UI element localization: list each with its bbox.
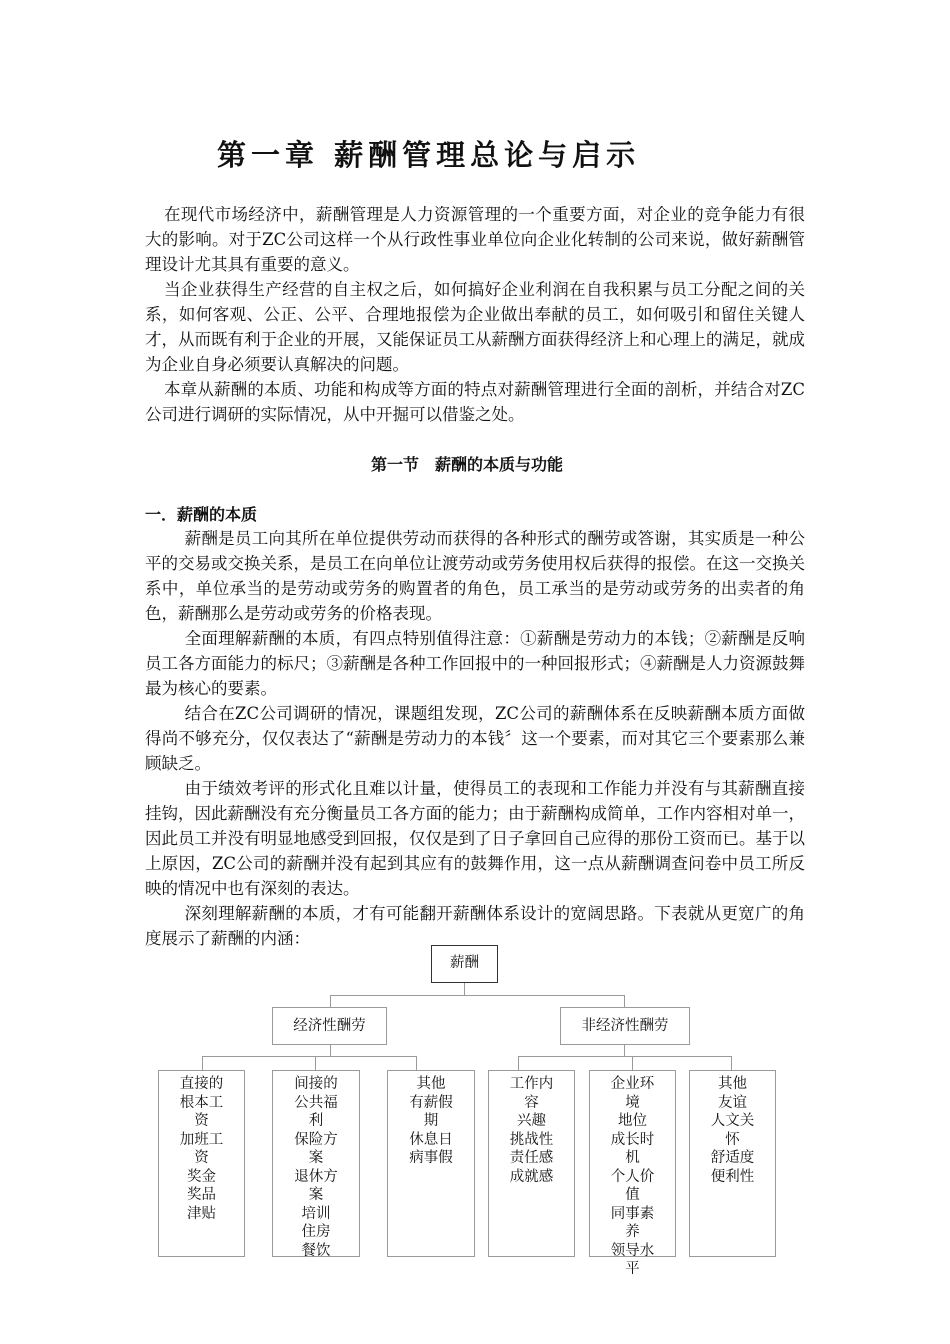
diagram-leaf-item: 住房 bbox=[301, 1224, 331, 1240]
diagram-leaf-item: 挑战性 bbox=[509, 1131, 554, 1148]
connector-line bbox=[330, 995, 331, 1007]
connector-line bbox=[202, 1056, 203, 1070]
connector-line bbox=[731, 1056, 732, 1070]
diagram-root-label: 薪酬 bbox=[450, 955, 479, 971]
diagram-leaf-item: 奖品 bbox=[187, 1187, 216, 1203]
body-paragraph-5: 深刻理解薪酬的本质，才有可能翻开薪酬体系设计的宽阔思路。下表就从更宽广的角度展示了薪酬的内涵： bbox=[145, 904, 805, 948]
diagram-leaf-item: 地位 bbox=[618, 1113, 647, 1129]
connector-line bbox=[202, 1056, 417, 1057]
connector-line bbox=[624, 1044, 625, 1056]
diagram-leaf-direct bbox=[158, 1070, 245, 1257]
connector-line bbox=[464, 982, 465, 995]
diagram-leaf-item: 个人价值 bbox=[610, 1168, 655, 1203]
connector-line bbox=[518, 1056, 732, 1057]
diagram-leaf-item: 便利性 bbox=[710, 1168, 755, 1185]
connector-line bbox=[632, 1056, 633, 1070]
diagram-leaf-work-content bbox=[488, 1070, 575, 1257]
diagram-leaf-item: 病事假 bbox=[409, 1150, 453, 1166]
diagram-leaf-item: 成长时机 bbox=[610, 1131, 655, 1166]
connector-line bbox=[518, 1056, 519, 1070]
diagram-leaf-item: 津贴 bbox=[187, 1205, 216, 1222]
body-paragraph-2: 全面理解薪酬的本质，有四点特别值得注意：①薪酬是劳动力的本钱；②薪酬是反响员工各方面能力的标尺；③薪酬是各种工作回报中的一种回报形式；④薪酬是人力资源鼓舞最为核心的要素。 bbox=[145, 629, 805, 698]
diagram-leaf-item: 其他 bbox=[416, 1076, 446, 1092]
connector-line bbox=[315, 1056, 316, 1070]
section-heading bbox=[0, 452, 950, 475]
diagram-leaf-item: 培训 bbox=[301, 1205, 331, 1222]
subsection-heading: 一．薪酬的本质 bbox=[145, 505, 258, 524]
intro-paragraph-2: 当企业获得生产经营的自主权之后，如何搞好企业利润在自我积累与员工分配之间的关系，如何客观、公正、公平、合理地报偿为企业做出奉献的员工，如何吸引和留住关键人才，从而既有利于企业的开展，又能保证员工从薪酬方面获得经济上和心理上的满足，就成为企业自身必须要认真解决的问题。 bbox=[145, 280, 805, 374]
section-title: 薪酬的本质与功能 bbox=[435, 455, 564, 474]
section-number: 第一节 bbox=[370, 455, 419, 474]
diagram-leaf-other-economic bbox=[387, 1070, 475, 1257]
diagram-leaf-item: 餐饮 bbox=[301, 1242, 331, 1259]
intro-paragraph-3: 本章从薪酬的本质、功能和构成等方面的特点对薪酬管理进行全面的剖析，并结合对ZC公司进行调研的实际情况，从中开掘可以借鉴之处。 bbox=[145, 380, 805, 424]
page-title: 第一章 薪酬管理总论与启示 bbox=[217, 138, 641, 172]
body-paragraph-4: 由于绩效考评的形式化且难以计量，使得员工的表现和工作能力并没有与其薪酬直接挂钩，因此薪酬没有充分衡量员工各方面的能力；由于薪酬构成简单，工作内容相对单一，因此员工并没有明显地感受到回报，仅仅是到了日子拿回自己应得的那份工资而已。基于以上原因，ZC公司的薪酬并没有起到其应有的鼓舞作用，这一点从薪酬调查问卷中员工所反映的情况中也有深刻的表达。 bbox=[145, 779, 805, 898]
diagram-leaf-other-noneconomic bbox=[689, 1070, 776, 1257]
diagram-leaf-item: 兴趣 bbox=[517, 1113, 546, 1129]
diagram-branch-label: 非经济性酬劳 bbox=[581, 1018, 669, 1034]
diagram-leaf-item: 休息日 bbox=[409, 1131, 453, 1148]
diagram-leaf-item: 奖金 bbox=[187, 1168, 216, 1185]
diagram-leaf-item: 企业环境 bbox=[610, 1076, 655, 1111]
connector-line bbox=[416, 1056, 417, 1070]
diagram-leaf-item: 领导水平 bbox=[610, 1242, 655, 1277]
connector-line bbox=[330, 995, 625, 996]
diagram-leaf-item: 其他 bbox=[718, 1076, 747, 1092]
diagram-leaf-item: 有薪假期 bbox=[409, 1094, 453, 1129]
diagram-branch-label: 经济性酬劳 bbox=[293, 1018, 366, 1034]
diagram-branch-noneconomic bbox=[560, 1007, 690, 1045]
diagram-leaf-item: 退休方案 bbox=[294, 1168, 338, 1203]
diagram-leaf-item: 间接的公共福利 bbox=[294, 1076, 338, 1129]
diagram-leaf-item: 舒适度 bbox=[710, 1150, 755, 1166]
diagram-leaf-item: 工作内容 bbox=[509, 1076, 554, 1111]
diagram-leaf-item: 友谊 bbox=[718, 1094, 747, 1111]
diagram-leaf-item: 保险方案 bbox=[294, 1131, 338, 1166]
connector-line bbox=[624, 995, 625, 1007]
body-paragraph-3: 结合在ZC公司调研的情况，课题组发现，ZC公司的薪酬体系在反映薪酬本质方面做得尚不够充分，仅仅表达了“薪酬是劳动力的本钱〞这一个要素，而对其它三个要素那么兼顾缺乏。 bbox=[145, 704, 805, 773]
diagram-leaf-item: 加班工资 bbox=[179, 1131, 224, 1166]
intro-paragraph-1: 在现代市场经济中，薪酬管理是人力资源管理的一个重要方面，对企业的竞争能力有很大的影响。对于ZC公司这样一个从行政性事业单位向企业化转制的公司来说，做好薪酬管理设计尤其具有重要的意义。 bbox=[145, 205, 805, 274]
diagram-leaf-item: 成就感 bbox=[509, 1168, 554, 1185]
diagram-leaf-item: 直接的根本工资 bbox=[179, 1076, 224, 1129]
diagram-leaf-item: 责任感 bbox=[509, 1150, 554, 1166]
diagram-branch-economic bbox=[272, 1007, 387, 1045]
diagram-leaf-environment bbox=[589, 1070, 676, 1277]
diagram-leaf-indirect bbox=[272, 1070, 360, 1257]
body-paragraph-1: 薪酬是员工向其所在单位提供劳动而获得的各种形式的酬劳或答谢，其实质是一种公平的交易或交换关系，是员工在向单位让渡劳动或劳务使用权后获得的报偿。在这一交换关系中，单位承当的是劳动或劳务的购置者的角色，员工承当的是劳动或劳务的出卖者的角色，薪酬那么是劳动或劳务的价格表现。 bbox=[145, 529, 805, 623]
connector-line bbox=[330, 1044, 331, 1056]
diagram-leaf-item: 人文关怀 bbox=[710, 1113, 755, 1148]
diagram-leaf-item: 同事素养 bbox=[610, 1205, 655, 1240]
